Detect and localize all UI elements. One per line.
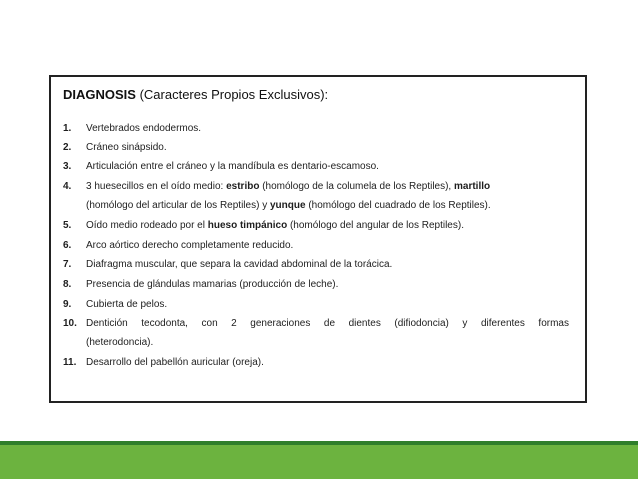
item-text-continuation <box>86 199 491 213</box>
diagnosis-box <box>49 75 587 403</box>
item-number: 3. <box>63 161 72 172</box>
item-text: Dentición tecodonta, con 2 generaciones de dientes (difiodoncia) y diferentes formas <box>86 318 569 329</box>
item-text: Diafragma muscular, que separa la cavidad abdominal de la torácica. <box>86 259 393 270</box>
item-text-part: 3 huesecillos en el oído medio: <box>86 181 227 192</box>
item-number: 11. <box>63 357 77 368</box>
item-number: 8. <box>63 279 72 290</box>
item-text: Arco aórtico derecho completamente reducido. <box>86 240 294 251</box>
item-number: 4. <box>63 181 72 192</box>
item-text: Cráneo sinápsido. <box>86 142 167 153</box>
item-text: Articulación entre el cráneo y la mandíbula es dentario-escamoso. <box>86 161 379 172</box>
item-text-part: Oído medio rodeado por el <box>86 220 208 231</box>
item-text-part: (homólogo del cuadrado de los Reptiles). <box>305 200 491 211</box>
item-number: 9. <box>63 299 72 310</box>
item-number: 2. <box>63 142 72 153</box>
item-number: 1. <box>63 123 72 134</box>
item-number: 7. <box>63 259 72 270</box>
item-text-part: (homólogo del articular de los Reptiles) y <box>86 200 270 211</box>
item-text: Presencia de glándulas mamarias (producción de leche). <box>86 279 339 290</box>
item-text <box>86 219 464 233</box>
bold-term-martillo: martillo <box>453 181 491 192</box>
bold-term-hueso-timpanico: hueso timpánico <box>207 220 288 231</box>
item-text-part: (homólogo del angular de los Reptiles). <box>287 220 464 231</box>
title-rest: (Caracteres Propios Exclusivos): <box>135 87 329 102</box>
item-text: Desarrollo del pabellón auricular (oreja). <box>86 357 264 368</box>
item-number: 10. <box>63 318 77 329</box>
title-bold: DIAGNOSIS <box>63 87 136 102</box>
item-text-part: (homólogo de la columela de los Reptiles), <box>259 181 454 192</box>
bold-term-yunque: yunque <box>269 200 306 211</box>
footer-green-band <box>0 445 638 479</box>
item-text <box>86 180 490 194</box>
bold-term-estribo: estribo <box>226 181 260 192</box>
item-text: Vertebrados endodermos. <box>86 123 202 134</box>
item-text-continuation: (heterodoncia). <box>86 337 154 348</box>
item-number: 5. <box>63 220 72 231</box>
item-text: Cubierta de pelos. <box>86 299 168 310</box>
item-number: 6. <box>63 240 72 251</box>
diagnosis-title <box>63 87 328 102</box>
